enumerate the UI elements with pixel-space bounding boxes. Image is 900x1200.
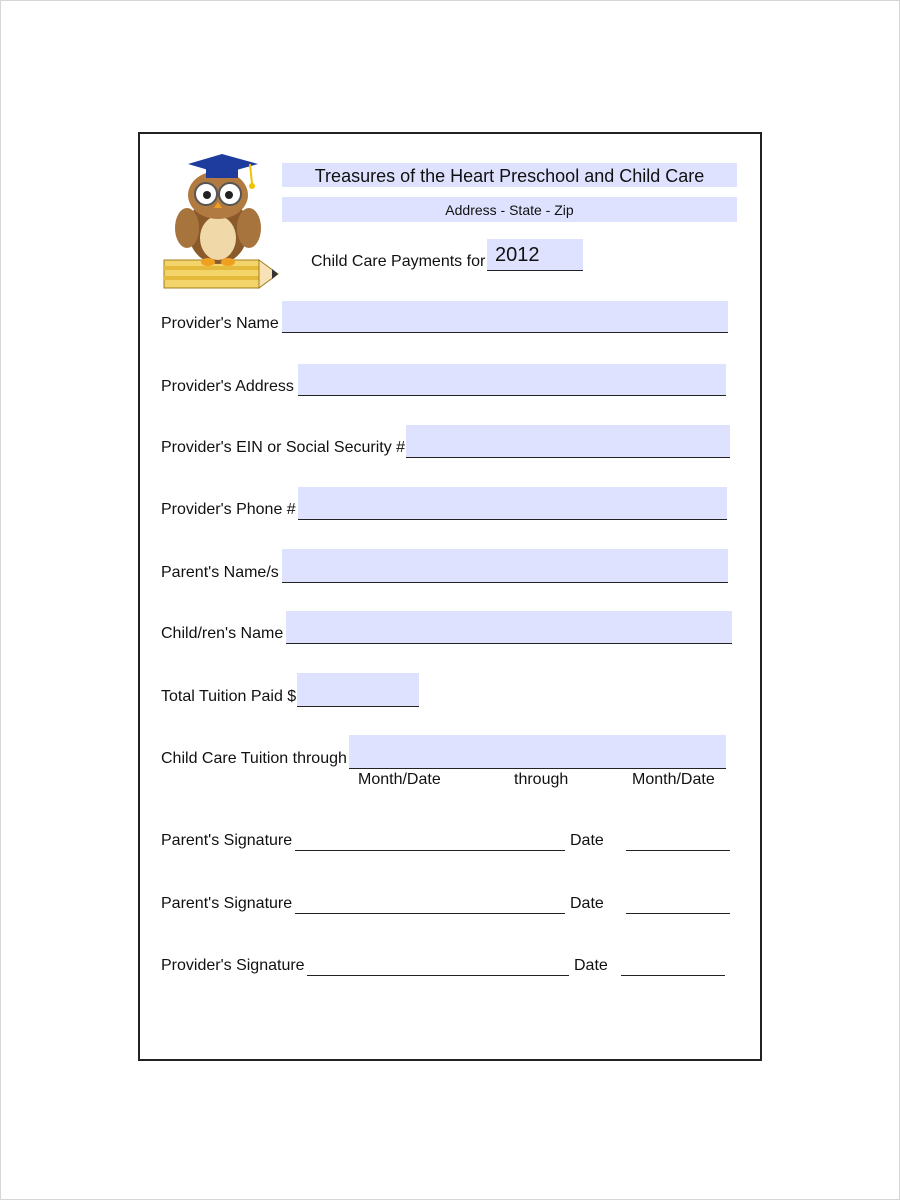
- parent-signature-2-date-label: Date: [570, 895, 604, 912]
- parent-names-label: Parent's Name/s: [161, 564, 279, 581]
- end-date-caption: Month/Date: [632, 771, 715, 788]
- total-tuition-label: Total Tuition Paid $: [161, 688, 297, 705]
- owl-graduate-icon: [160, 150, 285, 295]
- parent-signature-2-date-line[interactable]: [626, 913, 730, 914]
- provider-phone-field[interactable]: [298, 487, 727, 520]
- parent-signature-1-date-line[interactable]: [626, 850, 730, 851]
- tuition-through-label: Child Care Tuition through: [161, 750, 347, 767]
- tuition-through-field[interactable]: [349, 735, 726, 769]
- parent-signature-2-label: Parent's Signature: [161, 895, 293, 912]
- start-date-caption: Month/Date: [358, 771, 441, 788]
- parent-signature-1-line[interactable]: [295, 850, 565, 851]
- school-title: Treasures of the Heart Preschool and Child Care: [282, 163, 737, 187]
- parent-signature-1-date-label: Date: [570, 832, 604, 849]
- provider-address-field[interactable]: [298, 364, 726, 396]
- provider-signature-line[interactable]: [307, 975, 569, 976]
- provider-signature-date-label: Date: [574, 957, 608, 974]
- children-names-field[interactable]: [286, 611, 732, 644]
- parent-names-field[interactable]: [282, 549, 728, 583]
- provider-phone-label: Provider's Phone #: [161, 501, 296, 518]
- provider-name-field[interactable]: [282, 301, 728, 333]
- parent-signature-1-label: Parent's Signature: [161, 832, 293, 849]
- year-field[interactable]: 2012: [487, 239, 583, 271]
- provider-ein-field[interactable]: [406, 425, 730, 458]
- provider-signature-date-line[interactable]: [621, 975, 725, 976]
- total-tuition-field[interactable]: [297, 673, 419, 707]
- parent-signature-2-line[interactable]: [295, 913, 565, 914]
- provider-signature-label: Provider's Signature: [161, 957, 305, 974]
- children-names-label: Child/ren's Name: [161, 625, 284, 642]
- year-label: Child Care Payments for: [311, 253, 486, 270]
- through-caption: through: [514, 771, 569, 788]
- provider-address-label: Provider's Address: [161, 378, 294, 395]
- provider-name-label: Provider's Name: [161, 315, 279, 332]
- provider-ein-label: Provider's EIN or Social Security #: [161, 439, 406, 456]
- school-address[interactable]: Address - State - Zip: [282, 197, 737, 222]
